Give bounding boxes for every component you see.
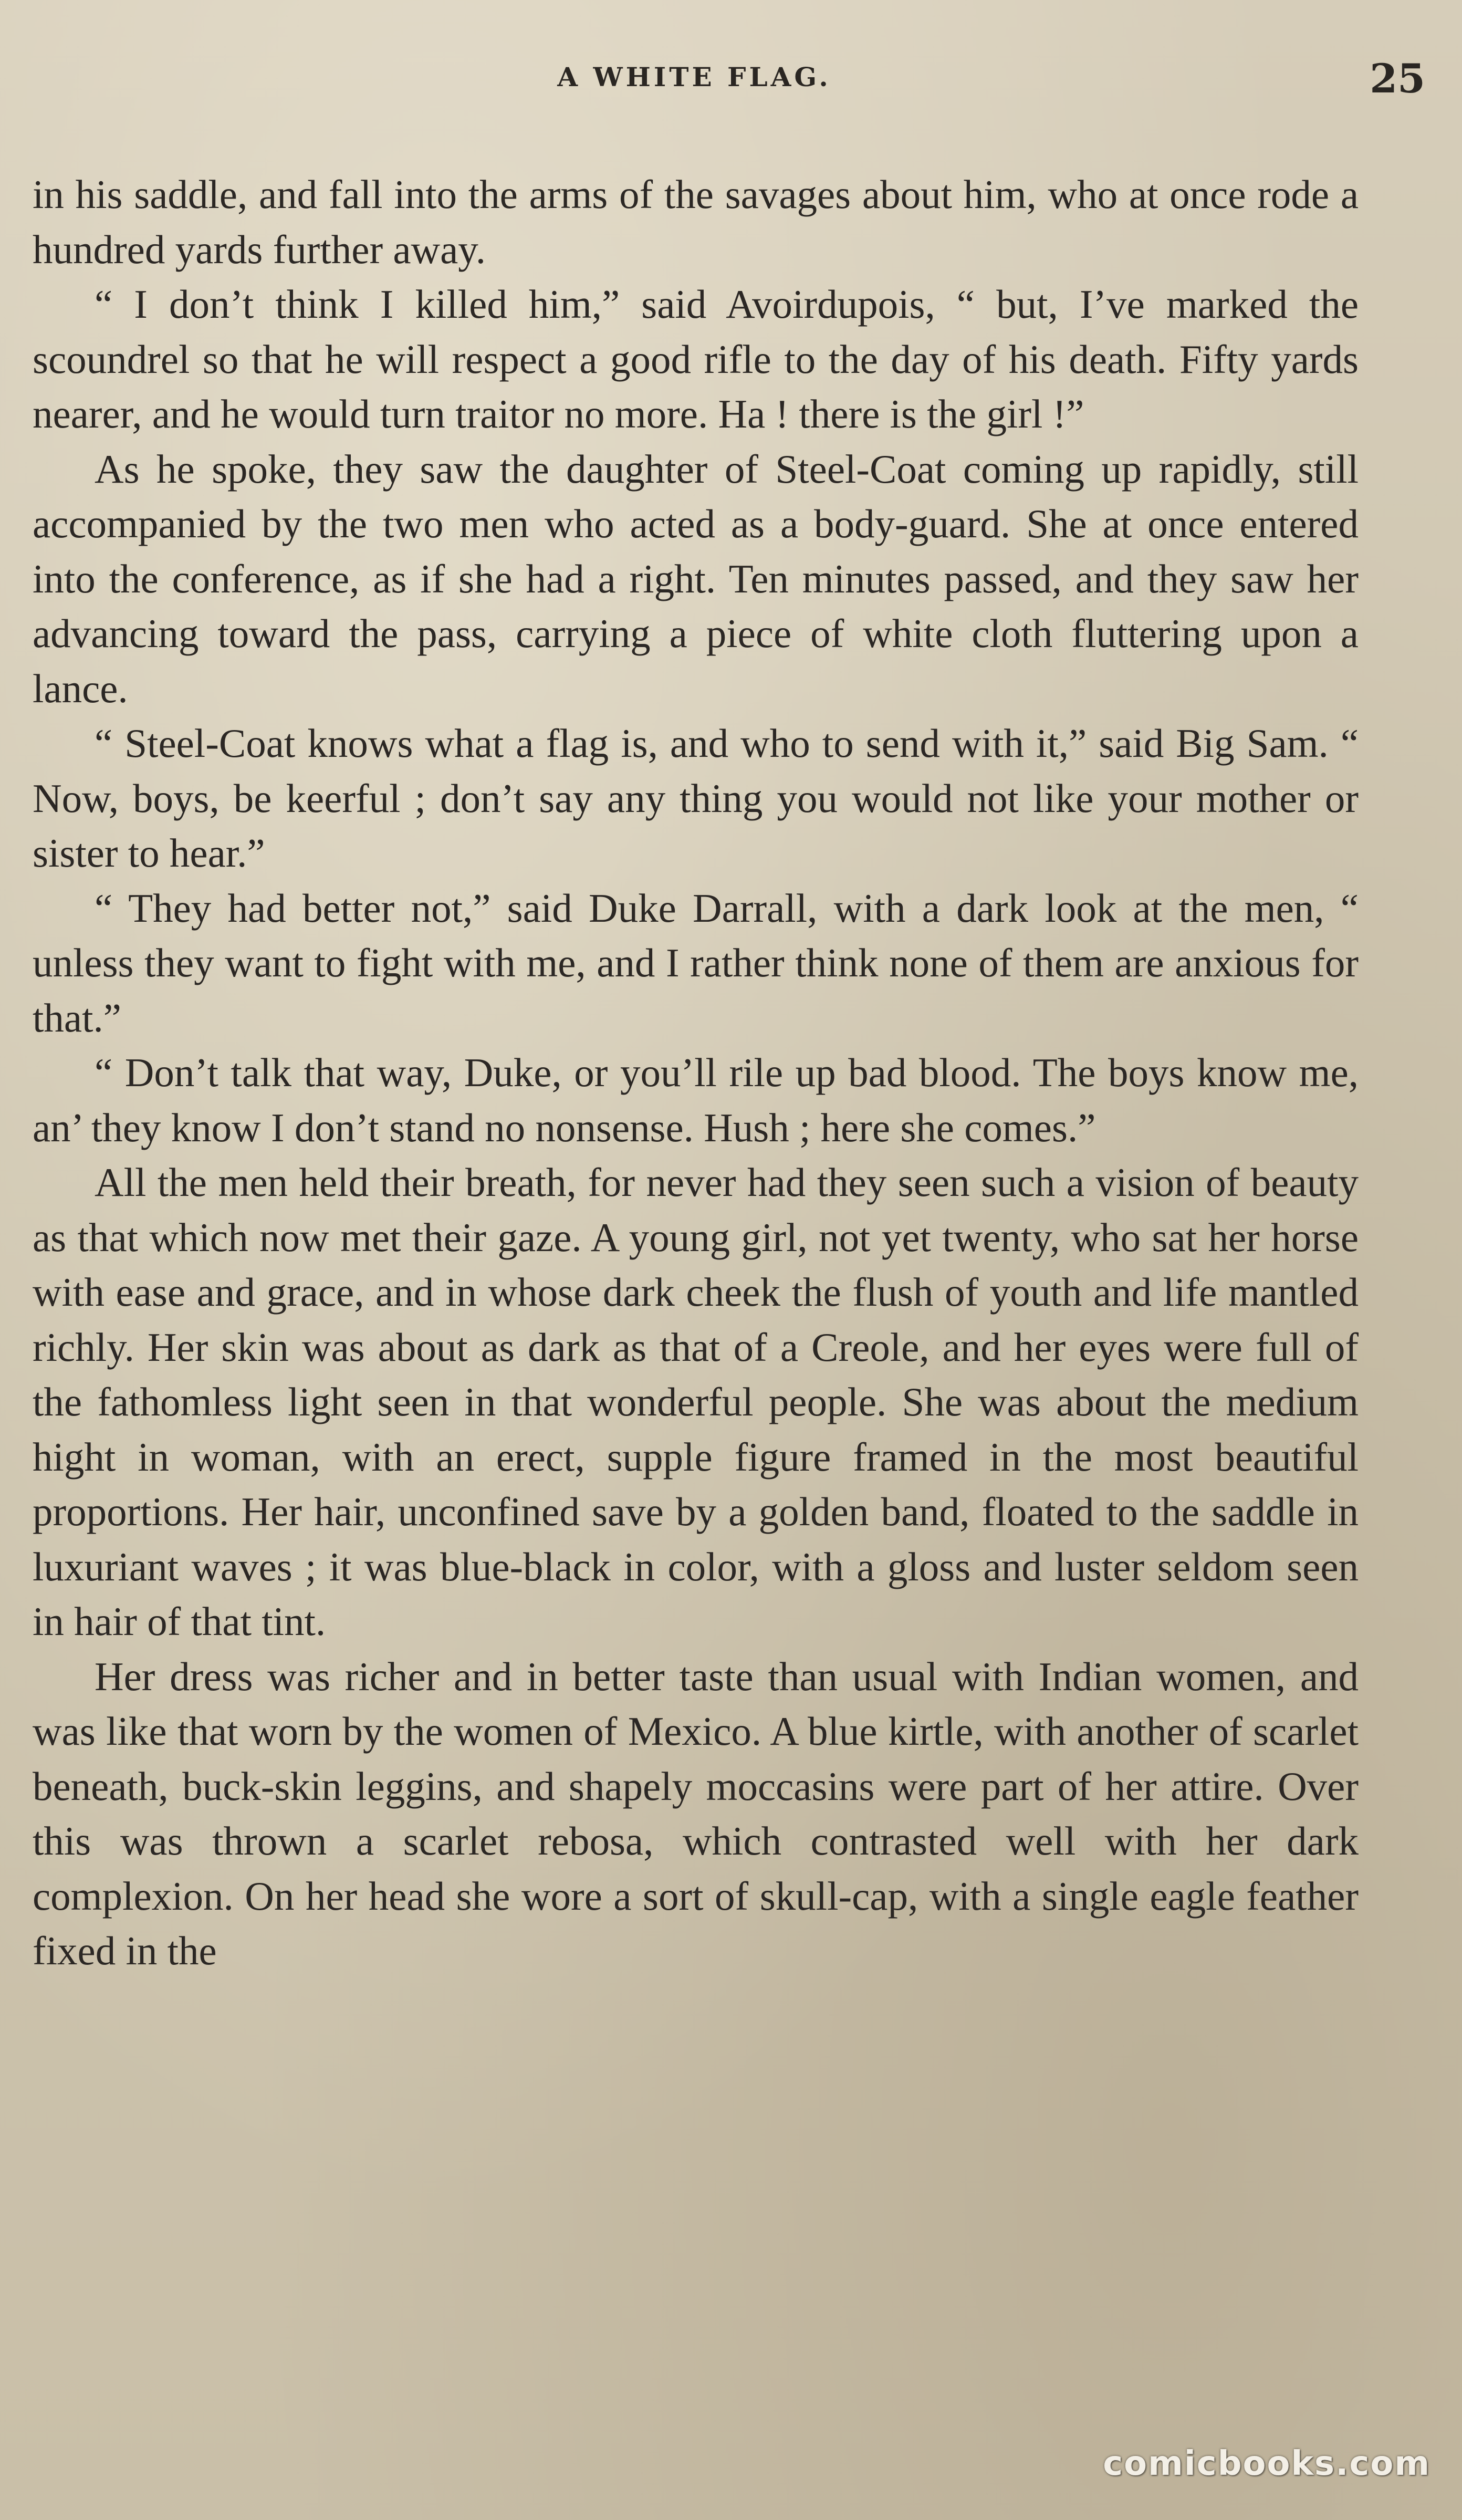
page-header bbox=[32, 55, 1425, 118]
paragraph: As he spoke, they saw the daughter of Steel-Coat coming up rapidly, still accompanied by the two men who acted as a body-guard. She at once entered into the conference, as if she had a right. Ten minutes passed, and they saw her advancing toward the pass, carrying a piece of white cloth fluttering upon a lance. bbox=[33, 446, 1359, 711]
running-title: A WHITE FLAG. bbox=[557, 61, 831, 92]
paragraph: “ Don’t talk that way, Duke, or you’ll rile up bad blood. The boys know me, an’ they know I don’t stand no nonsense. Hush ; here she comes.” bbox=[33, 1050, 1359, 1150]
paragraph-continuation: in his saddle, and fall into the arms of the savages about him, who at once rode a hundred yards further away. bbox=[33, 172, 1359, 272]
paragraph: All the men held their breath, for never had they seen such a vision of beauty as that which now met their gaze. A young girl, not yet twenty, who sat her horse with ease and grace, and in whose dark cheek the flush of youth and life mantled richly. Her skin was about as dark as that of a Creole, and her eyes were full of the fathomless light seen in that wonderful people. She was about the medium hight in woman, with an erect, supple figure framed in the most beautiful proportions. Her hair, unconfined save by a golden band, floated to the saddle in luxuriant waves ; it was blue-black in color, with a gloss and luster seldom seen in hair of that tint. bbox=[33, 1160, 1359, 1644]
paragraph: “ They had better not,” said Duke Darrall, with a dark look at the men, “ unless they want to fight with me, and I rather think none of them are anxious for that.” bbox=[33, 885, 1359, 1040]
paragraph: “ Steel-Coat knows what a flag is, and who to send with it,” said Big Sam. “ Now, boys, be keerful ; don’t say any thing you would not like your mother or sister to hear.” bbox=[33, 721, 1359, 876]
page-number: 25 bbox=[1370, 55, 1425, 102]
watermark: comicbooks.com bbox=[1103, 2444, 1430, 2483]
body-text bbox=[33, 167, 1359, 1978]
paragraph: “ I don’t think I killed him,” said Avoirdupois, “ but, I’ve marked the scoundrel so that he will respect a good rifle to the day of his death. Fifty yards nearer, and he would turn traitor no more. Ha ! there is the girl !” bbox=[33, 282, 1359, 436]
paragraph: Her dress was richer and in better taste than usual with Indian women, and was like that worn by the women of Mexico. A blue kirtle, with another of scarlet beneath, buck-skin leggins, and shapely moccasins were part of her attire. Over this was thrown a scarlet rebosa, which contrasted well with her dark complexion. On her head she wore a sort of skull-cap, with a single eagle feather fixed in the bbox=[33, 1653, 1359, 1973]
